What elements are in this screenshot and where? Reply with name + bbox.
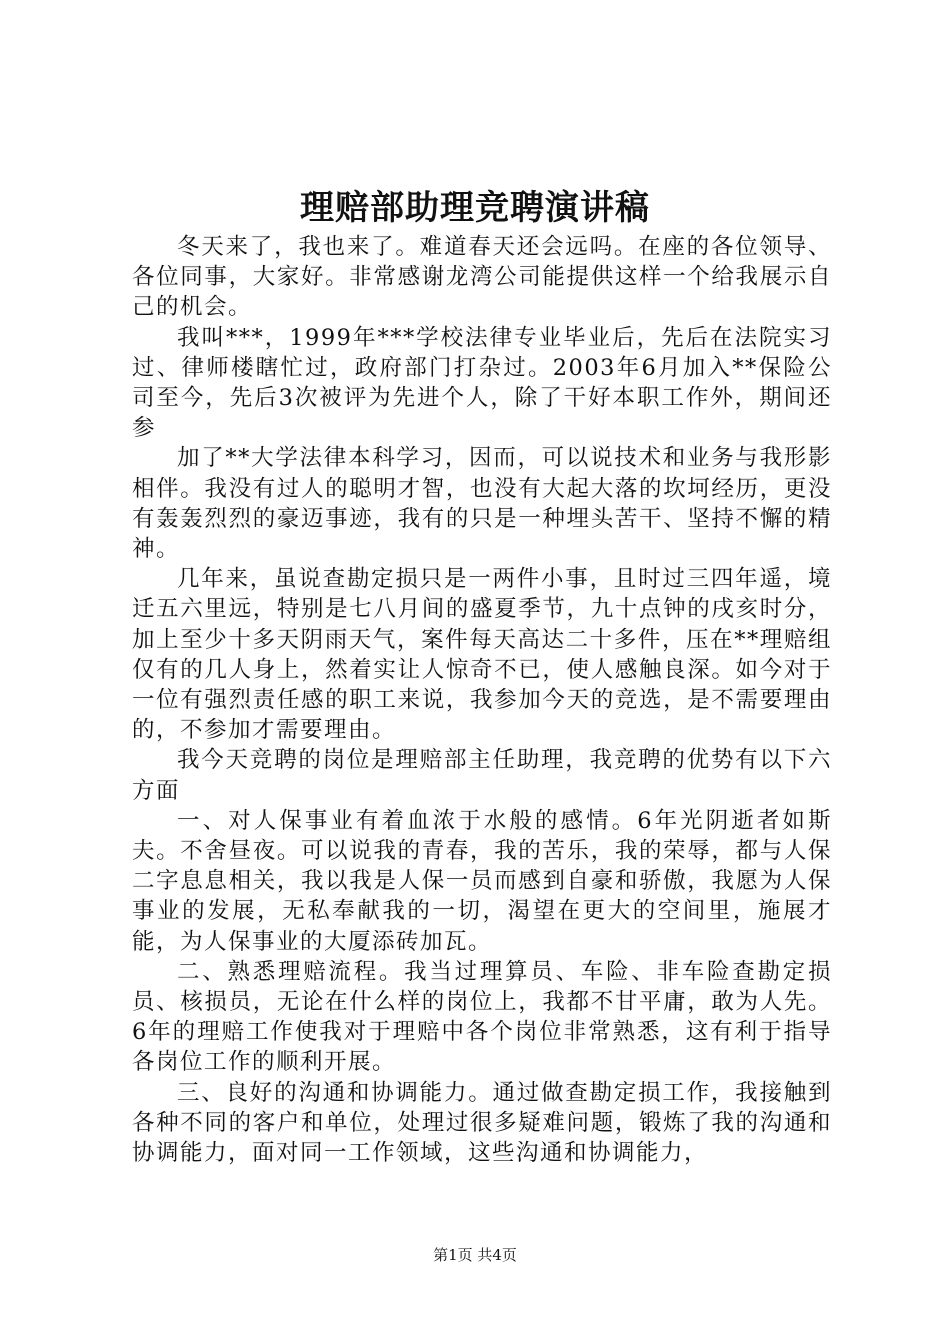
page-footer: 第1页 共4页 (433, 1246, 517, 1264)
document-body (132, 232, 832, 1168)
page-title: 理赔部助理竞聘演讲稿 (300, 188, 650, 228)
paragraph: 冬天来了，我也来了。难道春天还会远吗。在座的各位领导、各位同事，大家好。非常感谢龙湾公司能提供这样一个给我展示自己的机会。 (132, 234, 832, 321)
paragraph: 二、熟悉理赔流程。我当过理算员、车险、非车险查勘定损员、核损员，无论在什么样的岗位上，我都不甘平庸，敢为人先。6年的理赔工作使我对于理赔中各个岗位非常熟悉，这有利于指导各岗位工作的顺利开展。 (132, 958, 832, 1076)
paragraph: 三、良好的沟通和协调能力。通过做查勘定损工作，我接触到各种不同的客户和单位，处理过很多疑难问题，锻炼了我的沟通和协调能力，面对同一工作领域，这些沟通和协调能力， (132, 1079, 832, 1167)
paragraph: 加了**大学法律本科学习，因而，可以说技术和业务与我形影相伴。我没有过人的聪明才智，也没有大起大落的坎坷经历，更没有轰轰烈烈的豪迈事迹，我有的只是一种埋头苦干、坚持不懈的精神。 (132, 445, 832, 563)
paragraph: 几年来，虽说查勘定损只是一两件小事，且时过三四年遥，境迁五六里远，特别是七八月间的盛夏季节，九十点钟的戌亥时分，加上至少十多天阴雨天气，案件每天高达二十多件，压在**理赔组仅有的几人身上，然着实让人惊奇不已，使人感触良深。如今对于一位有强烈责任感的职工来说，我参加今天的竞选，是不需要理由的，不参加才需要理由。 (132, 566, 832, 744)
paragraph: 我叫***，1999年***学校法律专业毕业后，先后在法院实习过、律师楼瞎忙过，政府部门打杂过。2003年6月加入**保险公司至今，先后3次被评为先进个人，除了干好本职工作外，期间还参 (132, 324, 832, 442)
paragraph: 一、对人保事业有着血浓于水般的感情。6年光阴逝者如斯夫。不舍昼夜。可以说我的青春，我的苦乐，我的荣辱，都与人保二字息息相关，我以我是人保一员而感到自豪和骄傲，我愿为人保事业的发展，无私奉献我的一切，渴望在更大的空间里，施展才能，为人保事业的大厦添砖加瓦。 (132, 807, 832, 955)
paragraph: 我今天竞聘的岗位是理赔部主任助理，我竞聘的优势有以下六方面 (132, 747, 832, 804)
